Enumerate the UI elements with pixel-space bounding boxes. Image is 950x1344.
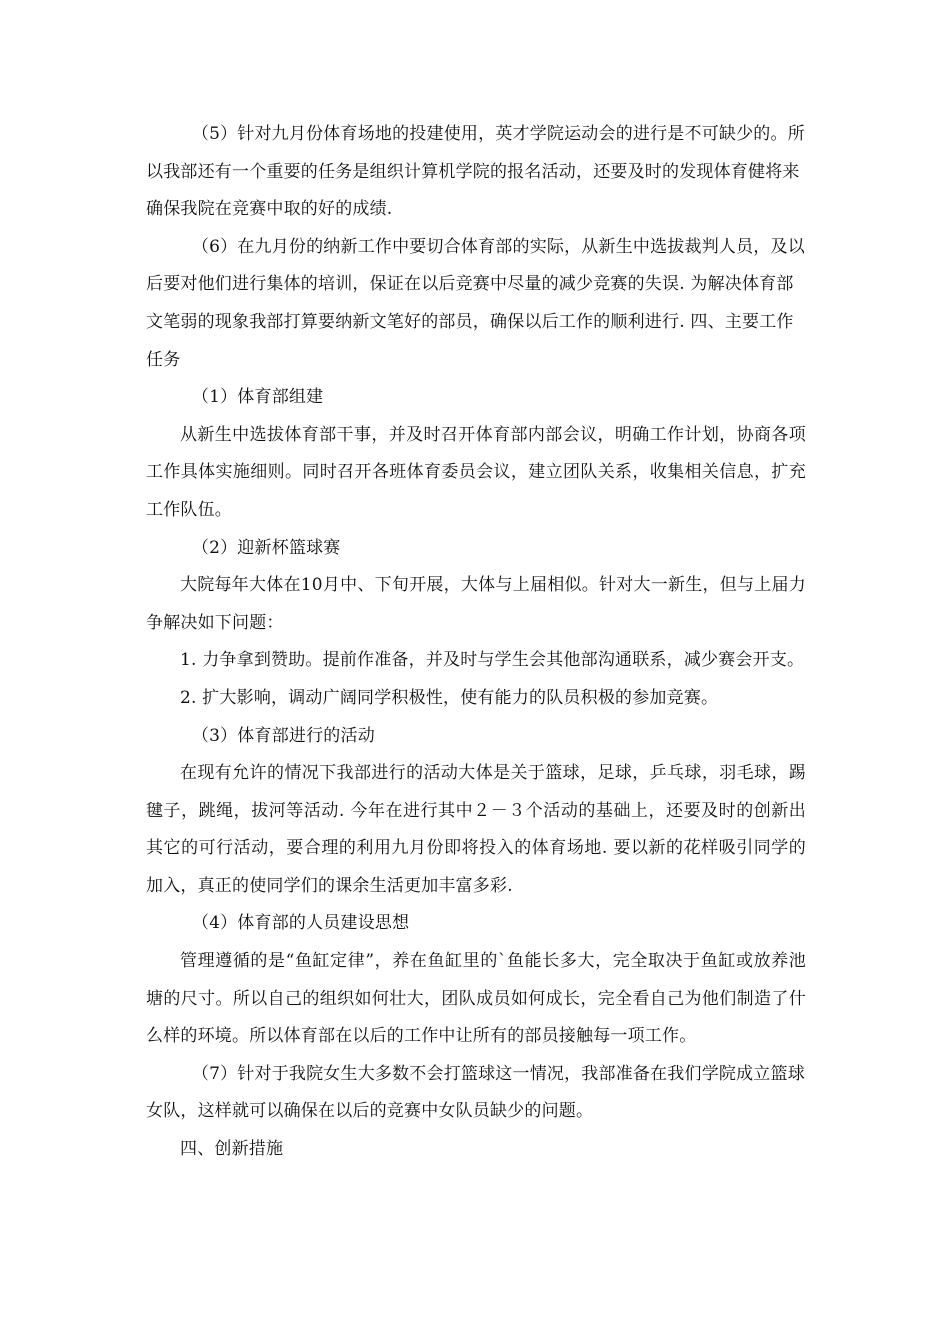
section-heading-team-building: （1）体育部组建 <box>191 387 324 408</box>
paragraph-item-5: （5）针对九月份体育场地的投建使用，英才学院运动会的进行是不可缺少的。所以我部还有一个重要的任务是组织计算机学院的报名活动，还要及时的发现体育健将来确保我院在竞赛中取的好的成绩. <box>146 124 805 220</box>
paragraph-item-7: （7）针对于我院女生大多数不会打篮球这一情况，我部准备在我们学院成立篮球女队，这样就可以确保在以后的竞赛中女队员缺少的问题。 <box>146 1063 805 1122</box>
paragraph-staffing: 管理遵循的是“鱼缸定律”，养在鱼缸里的`鱼能长多大，完全取决于鱼缸或放养池塘的尺寸。所以自己的组织如何壮大，团队成员如何成长，完全看自己为他们制造了什么样的环境。所以体育部在以后的工作中让所有的部员接触每一项工作。 <box>146 951 806 1047</box>
list-item-influence: 2. 扩大影响，调动广阔同学积极性，使有能力的队员积极的参加竞赛。 <box>180 687 719 708</box>
paragraph-team-building: 从新生中选拔体育部干事，并及时召开体育部内部会议，明确工作计划，协商各项工作具体实施细则。同时召开各班体育委员会议，建立团队关系，收集相关信息，扩充工作队伍。 <box>146 424 806 520</box>
paragraph-item-6: （6）在九月份的纳新工作中要切合体育部的实际，从新生中选拔裁判人员，及以后要对他们进行集体的培训，保证在以后竞赛中尽量的减少竞赛的失误. 为解决体育部文笔弱的现象我部打算要纳新文笔好的部员，确保以后工作的顺利进行. 四、主要工作任务 <box>146 236 805 370</box>
section-heading-staffing: （4）体育部的人员建设思想 <box>191 913 410 934</box>
document-body <box>146 116 806 1169</box>
section-heading-basketball: （2）迎新杯篮球赛 <box>191 537 341 558</box>
list-item-sponsorship: 1. 力争拿到赞助。提前作准备，并及时与学生会其他部沟通联系，减少赛会开支。 <box>180 650 805 671</box>
paragraph-basketball: 大院每年大体在10月中、下旬开展，大体与上届相似。针对大一新生，但与上届力争解决如下问题： <box>146 575 806 633</box>
paragraph-activities: 在现有允许的情况下我部进行的活动大体是关于篮球，足球，乒乓球，羽毛球，踢毽子，跳绳，拔河等活动. 今年在进行其中２－３个活动的基础上，还要及时的创新出其它的可行活动，要合理的利用九月份即将投入的体育场地. 要以新的花样吸引同学的加入，真正的使同学们的课余生活更加丰富多彩. <box>146 763 806 896</box>
section-heading-activities: （3）体育部进行的活动 <box>191 725 375 746</box>
section-heading-innovation: 四、创新措施 <box>180 1139 284 1160</box>
